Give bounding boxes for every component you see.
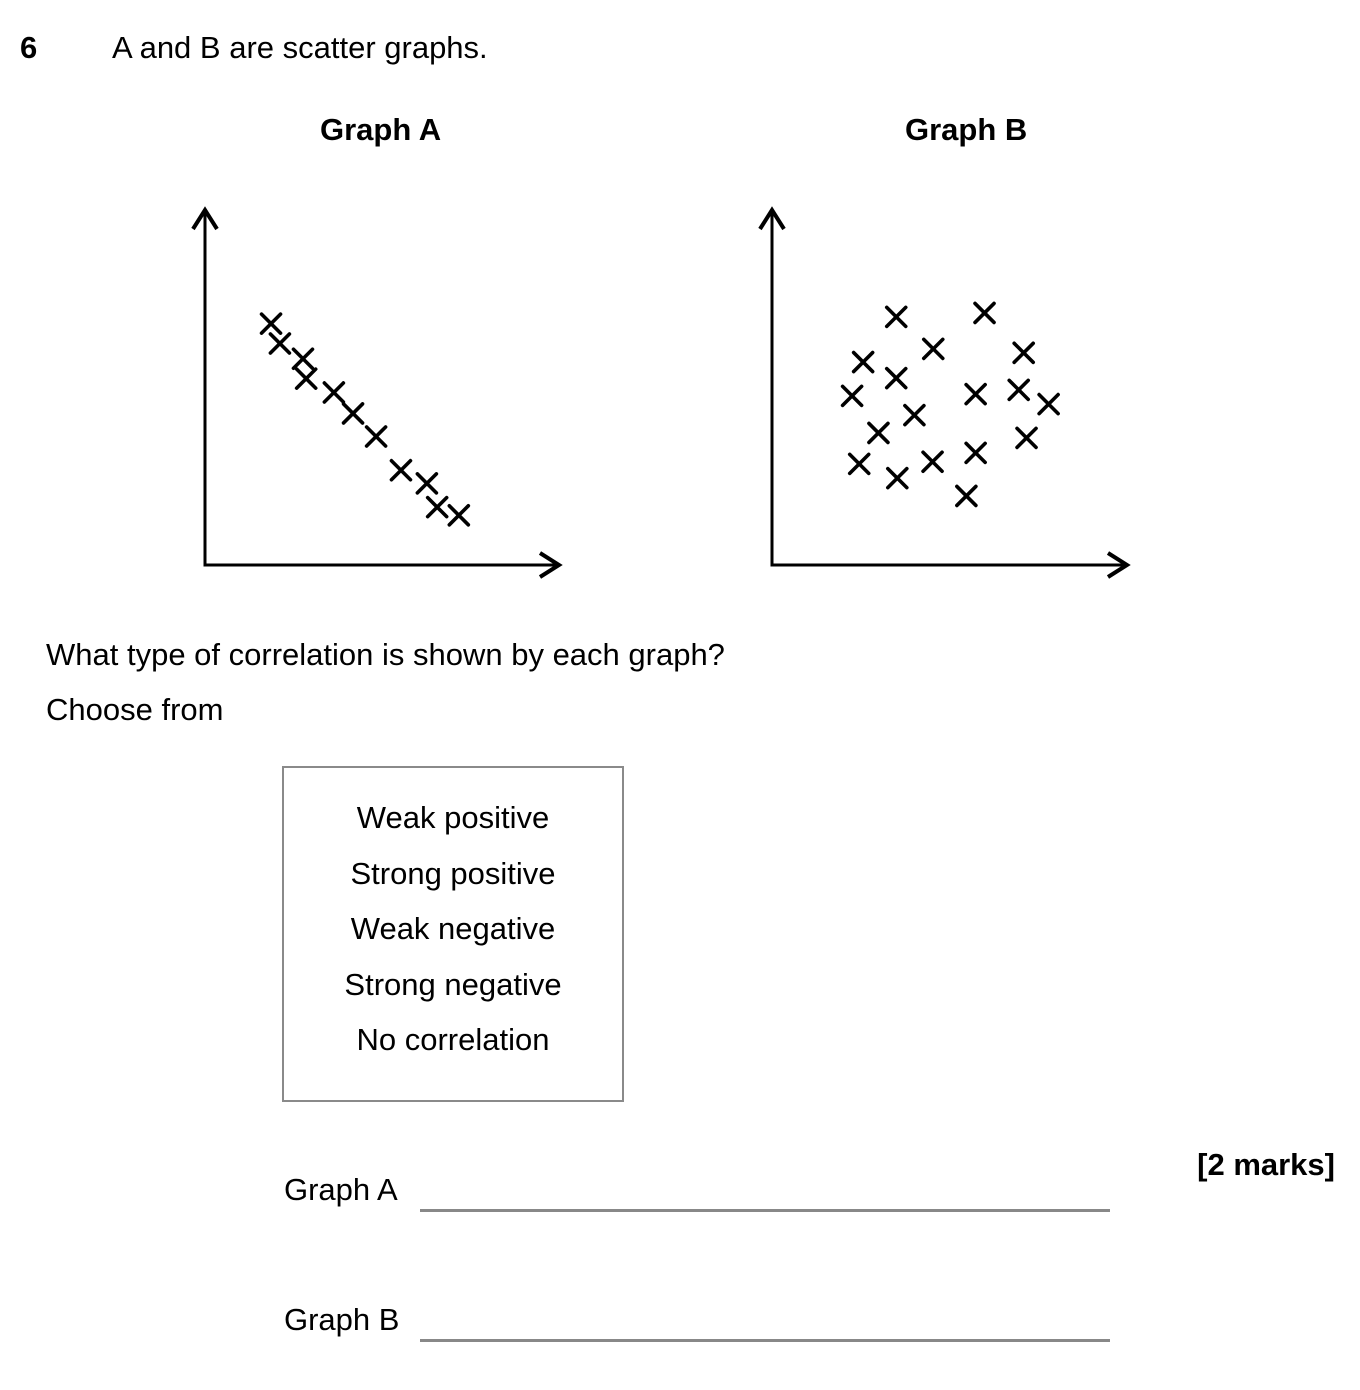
options-box (282, 766, 624, 1102)
scatter-graphs-canvas (0, 0, 1360, 640)
marks-badge: [2 marks] (1197, 1147, 1335, 1182)
question-number: 6 (20, 30, 38, 65)
graph-a-title: Graph A (320, 112, 442, 147)
option-strong-positive: Strong positive (350, 855, 556, 891)
question-intro-text: A and B are scatter graphs. (112, 30, 488, 65)
question-prompt: What type of correlation is shown by each graph? (46, 637, 725, 672)
option-strong-negative: Strong negative (344, 966, 562, 1002)
option-weak-positive: Weak positive (356, 800, 550, 835)
answer-label-graph-b: Graph B (284, 1302, 400, 1337)
choose-from-label: Choose from (46, 692, 224, 727)
answer-label-graph-a: Graph A (284, 1172, 398, 1207)
graph-b-title: Graph B (905, 112, 1028, 147)
option-no-correlation: No correlation (356, 1022, 550, 1057)
graph-b-answer-line[interactable] (420, 1339, 1110, 1342)
option-weak-negative: Weak negative (350, 911, 556, 946)
graph-a-answer-line[interactable] (420, 1209, 1110, 1212)
